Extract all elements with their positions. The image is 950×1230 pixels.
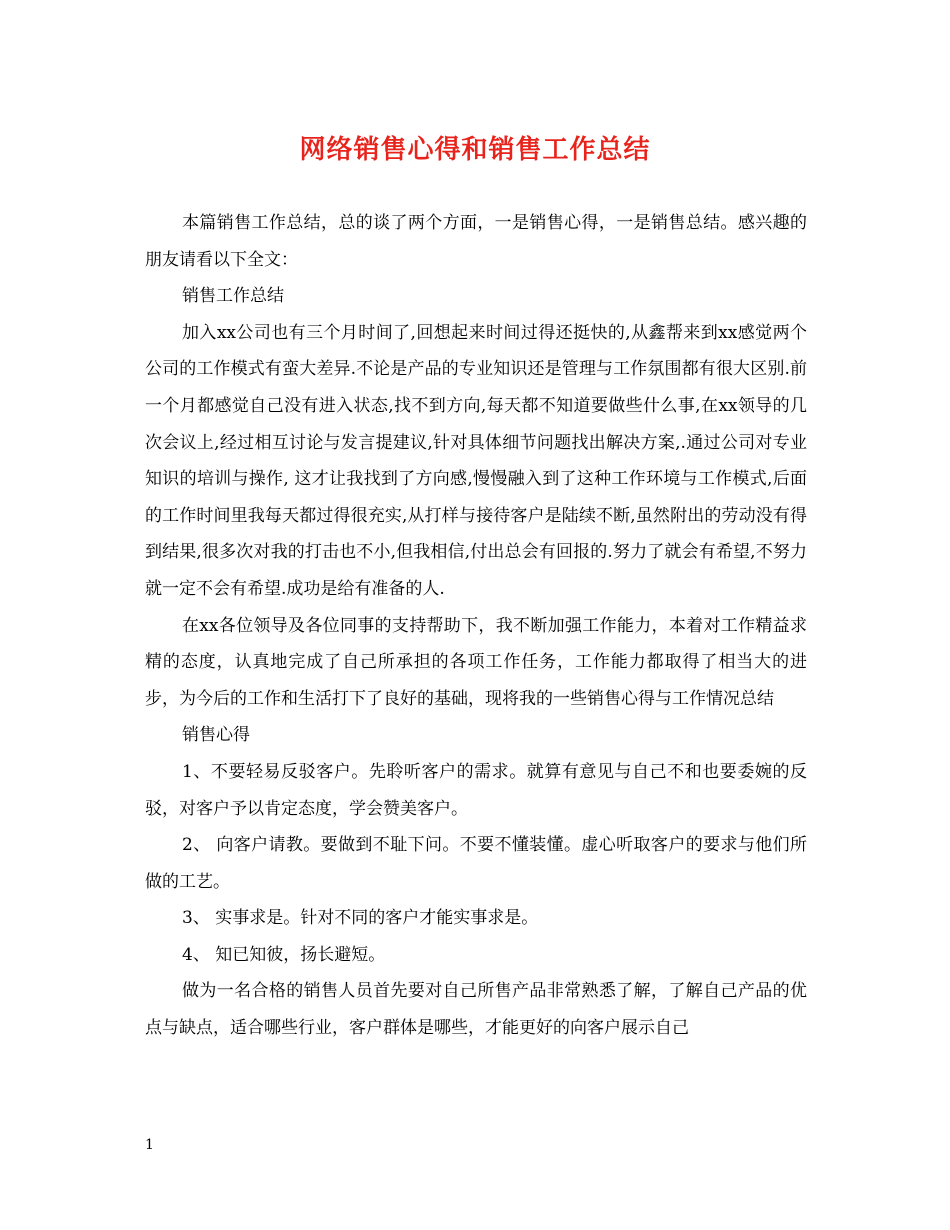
- paragraph-intro: 本篇销售工作总结，总的谈了两个方面，一是销售心得，一是销售总结。感兴趣的朋友请看以下全文：: [145, 213, 807, 270]
- section-heading-work-summary: 销售工作总结: [182, 286, 284, 307]
- list-item-2: 2、 向客户请教。要做到不耻下问。不要不懂装懂。虚心听取客户的要求与他们所做的工艺。: [145, 835, 807, 892]
- list-item-3: 3、 实事求是。针对不同的客户才能实事求是。: [182, 908, 539, 929]
- paragraph-qualified-salesperson: 做为一名合格的销售人员首先要对自己所售产品非常熟悉了解，了解自己产品的优点与缺点，适合哪些行业，客户群体是哪些，才能更好的向客户展示自己: [145, 981, 807, 1039]
- page-number: 1: [145, 1137, 154, 1153]
- paragraph-joining-company: 加入xx公司也有三个月时间了,回想起来时间过得还挺快的,从鑫帮来到xx感觉两个公司的工作模式有蛮大差异.不论是产品的专业知识还是管理与工作氛围都有很大区别.前一个月都感觉自己没有进入状态,找不到方向,每天都不知道要做些什么事,在xx领导的几次会议上,经过相互讨论与发言提建议,针对具体细节问题找出解决方案,.通过公司对专业知识的培训与操作, 这才让我找到了方向感,慢慢融入到了这种工作环境与工作模式,后面的工作时间里我每天都过得很充实,从打样与接待客户是陆续不断,虽然附出的劳动没有得到结果,很多次对我的打击也不小,但我相信,付出总会有回报的.努力了就会有希望,不努力就一定不会有希望.成功是给有准备的人.: [145, 322, 807, 599]
- list-item-4: 4、 知已知彼，扬长避短。: [182, 944, 386, 965]
- list-item-1: 1、不要轻易反驳客户。先聆听客户的需求。就算有意见与自己不和也要委婉的反驳，对客户予以肯定态度，学会赞美客户。: [145, 761, 807, 819]
- section-heading-sales-insights: 销售心得: [182, 725, 250, 746]
- document-body: [145, 205, 807, 1047]
- paragraph-support: 在xx各位领导及各位同事的支持帮助下，我不断加强工作能力，本着对工作精益求精的态度，认真地完成了自己所承担的各项工作任务，工作能力都取得了相当大的进步，为今后的工作和生活打下了良好的基础，现将我的一些销售心得与工作情况总结: [145, 615, 807, 709]
- document-title: 网络销售心得和销售工作总结: [299, 135, 651, 165]
